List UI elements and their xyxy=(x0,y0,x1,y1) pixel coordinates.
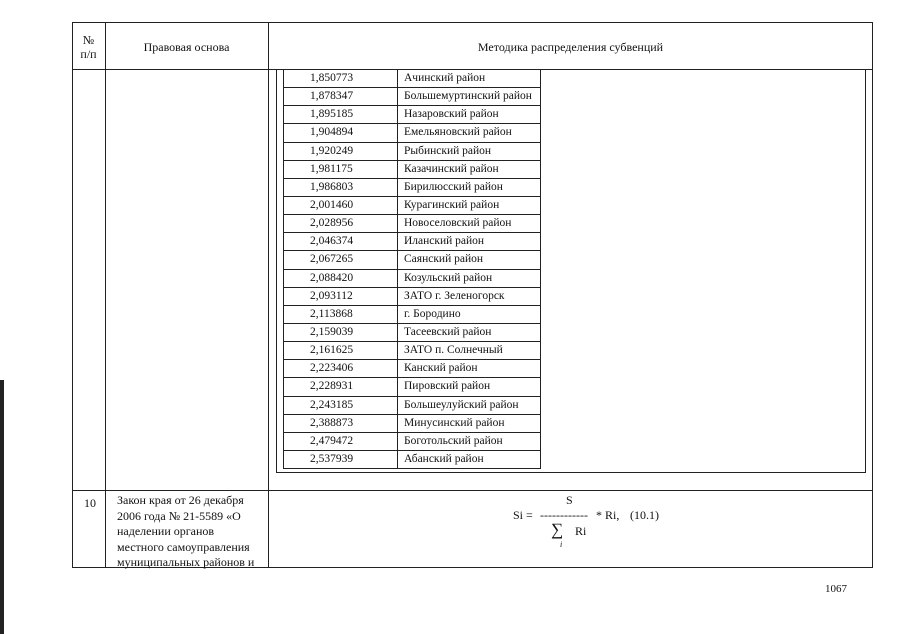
coefficient-value: 1,850773 xyxy=(284,70,398,88)
municipality-name: Бирилюсский район xyxy=(398,178,541,196)
coefficient-value: 2,243185 xyxy=(284,396,398,414)
municipality-name: Рыбинский район xyxy=(398,142,541,160)
table-row xyxy=(284,106,541,124)
law-line: 2006 года № 21-5589 «О xyxy=(117,508,241,523)
header-num-line2: п/п xyxy=(80,47,97,61)
municipality-name: Боготольский район xyxy=(398,432,541,450)
formula-rhs: * Ri, xyxy=(596,508,620,522)
municipality-name: Ачинский район xyxy=(398,70,541,88)
table-row xyxy=(284,305,541,323)
municipality-name: ЗАТО п. Солнечный xyxy=(398,342,541,360)
table-row xyxy=(284,378,541,396)
legal-basis-text xyxy=(117,493,267,571)
coefficient-value: 2,479472 xyxy=(284,432,398,450)
coefficient-value: 2,113868 xyxy=(284,305,398,323)
header-num-line1: № xyxy=(82,33,95,47)
table-row xyxy=(284,196,541,214)
page-number: 1067 xyxy=(825,583,847,595)
formula-sigma: ∑ xyxy=(551,520,564,539)
municipality-name: Козульский район xyxy=(398,269,541,287)
formula-numerator: S xyxy=(566,493,573,507)
law-line: Закон края от 26 декабря xyxy=(117,493,244,507)
table-row xyxy=(284,287,541,305)
coefficient-value: 2,388873 xyxy=(284,414,398,432)
municipality-name: Саянский район xyxy=(398,251,541,269)
municipality-name: Иланский район xyxy=(398,233,541,251)
coefficient-value: 2,093112 xyxy=(284,287,398,305)
coefficient-value: 2,088420 xyxy=(284,269,398,287)
coefficient-value: 2,046374 xyxy=(284,233,398,251)
table-row xyxy=(284,323,541,341)
coefficient-value: 2,223406 xyxy=(284,360,398,378)
table-row xyxy=(284,124,541,142)
formula-fraction-dashes: ------------ xyxy=(540,508,588,522)
municipality-name: ЗАТО г. Зеленогорск xyxy=(398,287,541,305)
table-row xyxy=(284,396,541,414)
coefficient-table xyxy=(283,69,541,469)
table-row xyxy=(284,142,541,160)
law-line: наделении органов xyxy=(117,524,215,538)
table-row xyxy=(284,360,541,378)
municipality-name: Канский район xyxy=(398,360,541,378)
coefficient-value: 1,981175 xyxy=(284,160,398,178)
row-number: 10 xyxy=(84,496,96,510)
formula-reference: (10.1) xyxy=(630,508,659,522)
header-method: Методика распределения субвенций xyxy=(477,40,664,54)
column-divider-law xyxy=(268,22,269,568)
municipality-name: Курагинский район xyxy=(398,196,541,214)
header-legal-basis: Правовая основа xyxy=(143,40,230,54)
municipality-name: Назаровский район xyxy=(398,106,541,124)
municipality-name: Абанский район xyxy=(398,450,541,468)
coefficient-value: 2,537939 xyxy=(284,450,398,468)
table-row xyxy=(284,342,541,360)
table-row xyxy=(284,233,541,251)
coefficient-value: 2,001460 xyxy=(284,196,398,214)
coefficient-value: 2,228931 xyxy=(284,378,398,396)
header-num xyxy=(72,33,105,61)
table-row xyxy=(284,88,541,106)
table-row xyxy=(284,450,541,468)
table-row xyxy=(284,414,541,432)
coefficient-value: 1,986803 xyxy=(284,178,398,196)
coefficient-value: 1,904894 xyxy=(284,124,398,142)
law-line: местного самоуправления xyxy=(117,539,250,554)
table-row xyxy=(284,269,541,287)
municipality-name: Емельяновский район xyxy=(398,124,541,142)
coefficient-value: 2,028956 xyxy=(284,215,398,233)
municipality-name: Новоселовский район xyxy=(398,215,541,233)
table-row xyxy=(284,178,541,196)
coefficient-value: 2,067265 xyxy=(284,251,398,269)
table-row xyxy=(284,70,541,88)
municipality-name: Большеулуйский район xyxy=(398,396,541,414)
municipality-name: Казачинский район xyxy=(398,160,541,178)
formula-lhs: Si = xyxy=(513,508,533,522)
column-divider-num xyxy=(105,22,106,568)
municipality-name: Большемуртинский район xyxy=(398,88,541,106)
municipality-name: г. Бородино xyxy=(398,305,541,323)
scan-edge-mark xyxy=(0,380,4,634)
municipality-name: Пировский район xyxy=(398,378,541,396)
coefficient-value: 1,895185 xyxy=(284,106,398,124)
law-line: муниципальных районов и xyxy=(117,555,255,569)
row-divider xyxy=(72,490,873,491)
table-row xyxy=(284,215,541,233)
formula-sigma-index: i xyxy=(560,540,563,549)
coefficient-value: 1,878347 xyxy=(284,88,398,106)
coefficient-value: 2,161625 xyxy=(284,342,398,360)
table-row xyxy=(284,160,541,178)
municipality-name: Минусинский район xyxy=(398,414,541,432)
table-row xyxy=(284,432,541,450)
municipality-name: Тасеевский район xyxy=(398,323,541,341)
coefficient-value: 2,159039 xyxy=(284,323,398,341)
coefficient-value: 1,920249 xyxy=(284,142,398,160)
formula-denominator: Ri xyxy=(575,524,587,538)
table-row xyxy=(284,251,541,269)
